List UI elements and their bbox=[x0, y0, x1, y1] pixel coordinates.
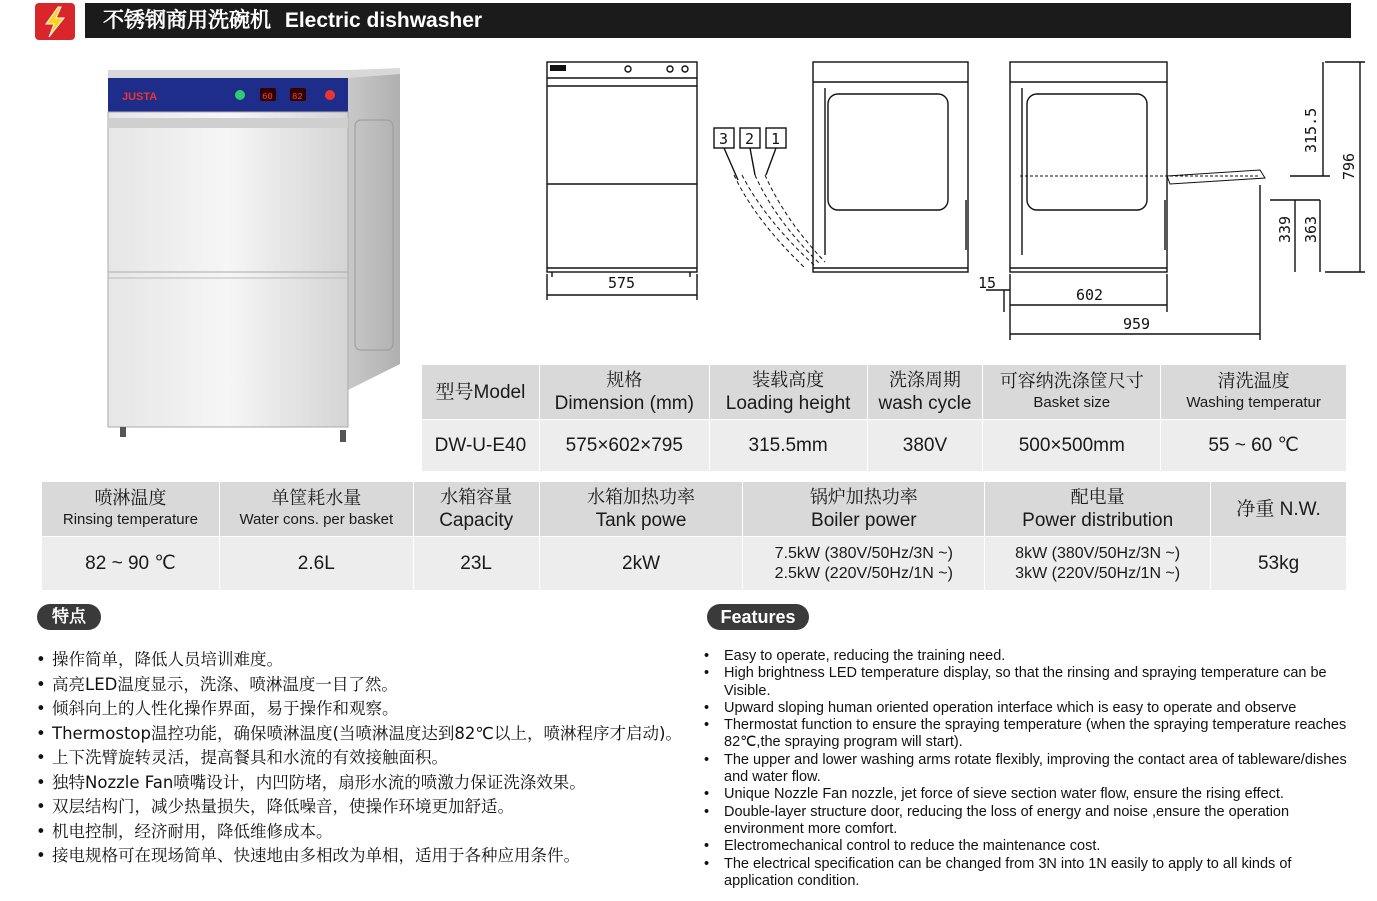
td-net-weight: 53kg bbox=[1211, 537, 1347, 591]
power-indicator-icon bbox=[235, 90, 245, 100]
list-item: • High brightness LED temperature display, so that the rinsing and spraying temperature can be Visible. bbox=[704, 665, 1354, 700]
list-item: • The upper and lower washing arms rotate flexibly, improving the contact area of tableware/dishes and water flow. bbox=[704, 752, 1354, 787]
th-washing-temp: 清洗温度 Washing temperatur bbox=[1161, 365, 1347, 420]
td-model: DW-U-E40 bbox=[422, 420, 540, 472]
list-item: • 机电控制，经济耐用，降低维修成本。 bbox=[36, 820, 696, 845]
td-rinsing-temp: 82 ~ 90 ℃ bbox=[42, 537, 220, 591]
display-right: 82 bbox=[292, 92, 303, 102]
list-item: • 接电规格可在现场简单、快速地由多相改为单相，适用于各种应用条件。 bbox=[36, 844, 696, 869]
list-item: • Electromechanical control to reduce the maintenance cost. bbox=[704, 838, 1354, 855]
th-net-weight: 净重 N.W. bbox=[1211, 482, 1347, 537]
list-item: • Thermostat function to ensure the spraying temperature (when the spraying temperature reaches 82℃,the spraying program will start). bbox=[704, 717, 1354, 752]
list-item: • Easy to operate, reducing the training need. bbox=[704, 648, 1354, 665]
header-title-zh: 不锈钢商用洗碗机 bbox=[103, 9, 271, 32]
features-zh-title: 特点 bbox=[37, 604, 101, 630]
lightning-icon bbox=[35, 3, 75, 40]
list-item: • Unique Nozzle Fan nozzle, jet force of sieve section water flow, ensure the rising effect. bbox=[704, 786, 1354, 803]
start-button-icon bbox=[325, 90, 335, 100]
th-boiler-power: 锅炉加热功率 Boiler power bbox=[743, 482, 985, 537]
td-tank-power: 2kW bbox=[539, 537, 743, 591]
td-power-distribution: 8kW (380V/50Hz/3N ~) 3kW (220V/50Hz/1N ~) bbox=[985, 537, 1211, 591]
product-image bbox=[100, 60, 410, 450]
list-item: • 操作简单，降低人员培训难度。 bbox=[36, 648, 696, 673]
callout-2: 2 bbox=[745, 130, 755, 148]
display-left: 60 bbox=[262, 92, 273, 102]
brand-logo: JUSTA bbox=[122, 91, 158, 103]
page-header bbox=[85, 3, 1351, 38]
dim-loading-height: 315.5 bbox=[1302, 107, 1320, 153]
list-item: • Double-layer structure door, reducing the loss of energy and noise ,ensure the operation environment more comfort. bbox=[704, 804, 1354, 839]
callout-1: 1 bbox=[771, 130, 781, 148]
td-wash-cycle: 380V bbox=[867, 420, 983, 472]
list-item: • Thermostop温控功能，确保喷淋温度(当喷淋温度达到82℃以上，喷淋程序才启动)。 bbox=[36, 722, 696, 747]
spec-table-2 bbox=[41, 481, 1347, 591]
features-en-list bbox=[704, 648, 1354, 890]
td-water-cons: 2.6L bbox=[219, 537, 413, 591]
th-capacity: 水箱容量 Capacity bbox=[413, 482, 539, 537]
features-zh-list bbox=[36, 648, 696, 869]
features-en-title: Features bbox=[707, 604, 809, 630]
th-model: 型号Model bbox=[422, 365, 540, 420]
list-item: • 上下洗臂旋转灵活，提高餐具和水流的有效接触面积。 bbox=[36, 746, 696, 771]
td-boiler-power: 7.5kW (380V/50Hz/3N ~) 2.5kW (220V/50Hz/1N ~) bbox=[743, 537, 985, 591]
technical-drawing bbox=[530, 50, 1370, 350]
td-washing-temp: 55 ~ 60 ℃ bbox=[1161, 420, 1347, 472]
th-wash-cycle: 洗涤周期 wash cycle bbox=[867, 365, 983, 420]
list-item: • 高亮LED温度显示，洗涤、喷淋温度一目了然。 bbox=[36, 673, 696, 698]
callout-3: 3 bbox=[719, 130, 729, 148]
td-basket-size: 500×500mm bbox=[983, 420, 1161, 472]
td-loading-height: 315.5mm bbox=[709, 420, 867, 472]
th-water-cons: 单筐耗水量 Water cons. per basket bbox=[219, 482, 413, 537]
dim-height-total: 796 bbox=[1340, 152, 1358, 180]
th-tank-power: 水箱加热功率 Tank powe bbox=[539, 482, 743, 537]
dim-depth: 602 bbox=[1076, 286, 1104, 304]
th-loading-height: 装载高度 Loading height bbox=[709, 365, 867, 420]
header-title-en: Electric dishwasher bbox=[284, 9, 483, 32]
list-item: • 倾斜向上的人性化操作界面，易于操作和观察。 bbox=[36, 697, 696, 722]
th-rinsing-temp: 喷淋温度 Rinsing temperature bbox=[42, 482, 220, 537]
th-power-distribution: 配电量 Power distribution bbox=[985, 482, 1211, 537]
td-dimension: 575×602×795 bbox=[539, 420, 709, 472]
dim-339: 339 bbox=[1276, 215, 1294, 243]
dim-gap: 15 bbox=[978, 274, 997, 292]
dim-depth-open: 959 bbox=[1123, 315, 1151, 333]
dim-width: 575 bbox=[608, 274, 636, 292]
list-item: • The electrical specification can be changed from 3N into 1N easily to apply to all kinds of application condition. bbox=[704, 856, 1354, 891]
dim-363: 363 bbox=[1302, 215, 1320, 243]
list-item: • 双层结构门，减少热量损失，降低噪音，使操作环境更加舒适。 bbox=[36, 795, 696, 820]
list-item: • Upward sloping human oriented operation interface which is easy to operate and observe bbox=[704, 700, 1354, 717]
spec-table-1 bbox=[421, 364, 1347, 472]
td-capacity: 23L bbox=[413, 537, 539, 591]
th-basket-size: 可容纳洗涤筐尺寸 Basket size bbox=[983, 365, 1161, 420]
list-item: • 独特Nozzle Fan喷嘴设计，内凹防堵，扇形水流的喷激力保证洗涤效果。 bbox=[36, 771, 696, 796]
th-dimension: 规格 Dimension (mm) bbox=[539, 365, 709, 420]
